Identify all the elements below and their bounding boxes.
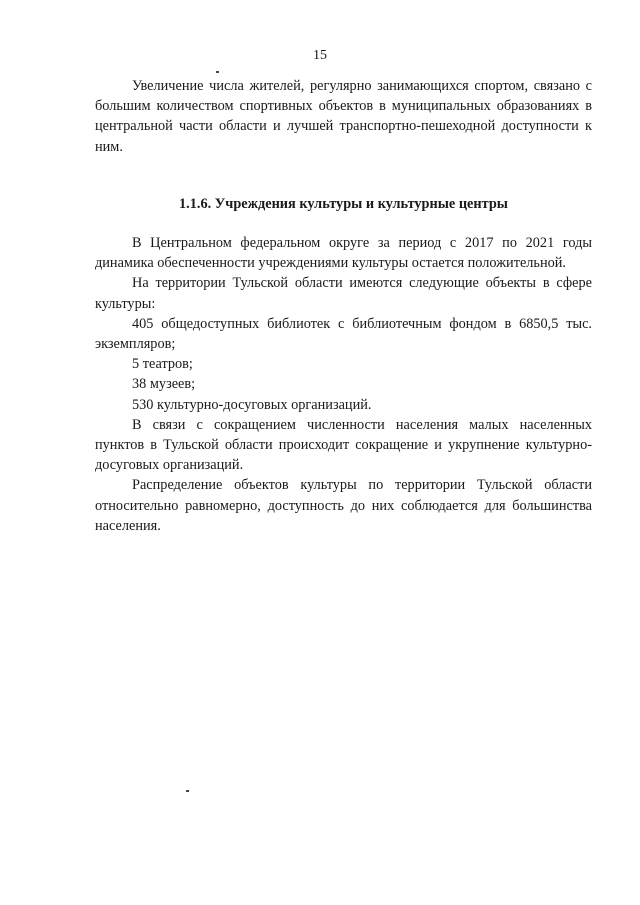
intro-block	[95, 76, 592, 157]
paragraph-distribution: Распределение объектов культуры по территории Тульской области относительно равномерно, доступность до них соблюдается для большинства населения.	[95, 477, 592, 534]
paragraph-reduction: В связи с сокращением численности населения малых населенных пунктов в Тульской области происходит сокращение и укрупнение культурно-досуговых организаций.	[95, 416, 592, 474]
section-heading: 1.1.6. Учреждения культуры и культурные центры	[179, 196, 508, 212]
scan-speck	[186, 790, 189, 792]
paragraph-dynamics: В Центральном федеральном округе за период с 2017 по 2021 годы динамика обеспеченности учреждениями культуры остается положительной.	[95, 235, 592, 272]
scan-speck	[216, 71, 219, 73]
list-item-libraries: 405 общедоступных библиотек с библиотечным фондом в 6850,5 тыс. экземпляров;	[95, 315, 592, 353]
page-number: 15	[313, 48, 327, 63]
list-item-cultural-orgs: 530 культурно-досуговых организаций.	[132, 396, 372, 413]
section-body	[95, 233, 592, 536]
intro-paragraph: Увеличение числа жителей, регулярно занимающихся спортом, связано с большим количеством спортивных объектов в муниципальных образованиях в центральной части области и лучшей транспортно-пешеходной доступности к ним.	[95, 78, 592, 155]
list-item-museums: 38 музеев;	[132, 376, 196, 393]
paragraph-objects-intro: На территории Тульской области имеются следующие объекты в сфере культуры:	[95, 275, 592, 312]
list-item-theatres: 5 театров;	[132, 356, 193, 373]
